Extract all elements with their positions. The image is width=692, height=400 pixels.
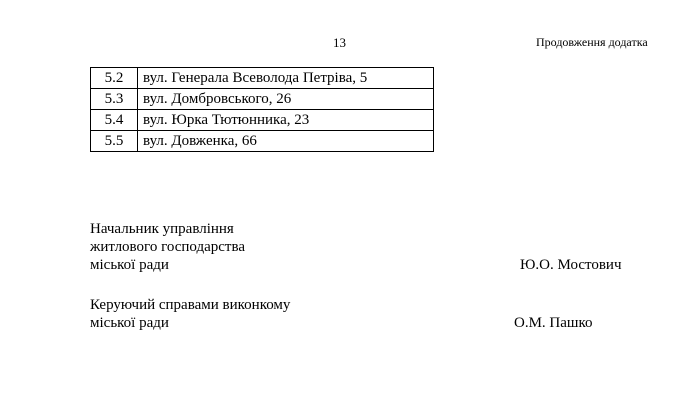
signatory-name: О.М. Пашко — [514, 315, 593, 331]
table-row — [91, 68, 434, 89]
table-row — [91, 110, 434, 131]
row-number: 5.3 — [91, 89, 138, 110]
row-address: вул. Домбровського, 26 — [138, 89, 434, 110]
address-table — [90, 67, 434, 152]
row-number: 5.5 — [91, 131, 138, 152]
position-line: міської ради — [90, 257, 169, 273]
row-address: вул. Юрка Тютюнника, 23 — [138, 110, 434, 131]
continuation-note: Продовження додатка — [536, 35, 648, 49]
signature-block-position — [90, 296, 290, 332]
row-number: 5.4 — [91, 110, 138, 131]
table-row — [91, 131, 434, 152]
position-line: Керуючий справами виконкому — [90, 297, 291, 313]
row-number: 5.2 — [91, 68, 138, 89]
position-line: міської ради — [90, 315, 169, 331]
signatory-name: Ю.О. Мостович — [520, 257, 622, 273]
row-address: вул. Довженка, 66 — [138, 131, 434, 152]
position-line: Начальник управління — [90, 221, 234, 237]
position-line: житлового господарства — [90, 239, 246, 255]
signature-block-position — [90, 220, 245, 274]
page-number: 13 — [333, 35, 346, 50]
table-row — [91, 89, 434, 110]
row-address: вул. Генерала Всеволода Петріва, 5 — [138, 68, 434, 89]
